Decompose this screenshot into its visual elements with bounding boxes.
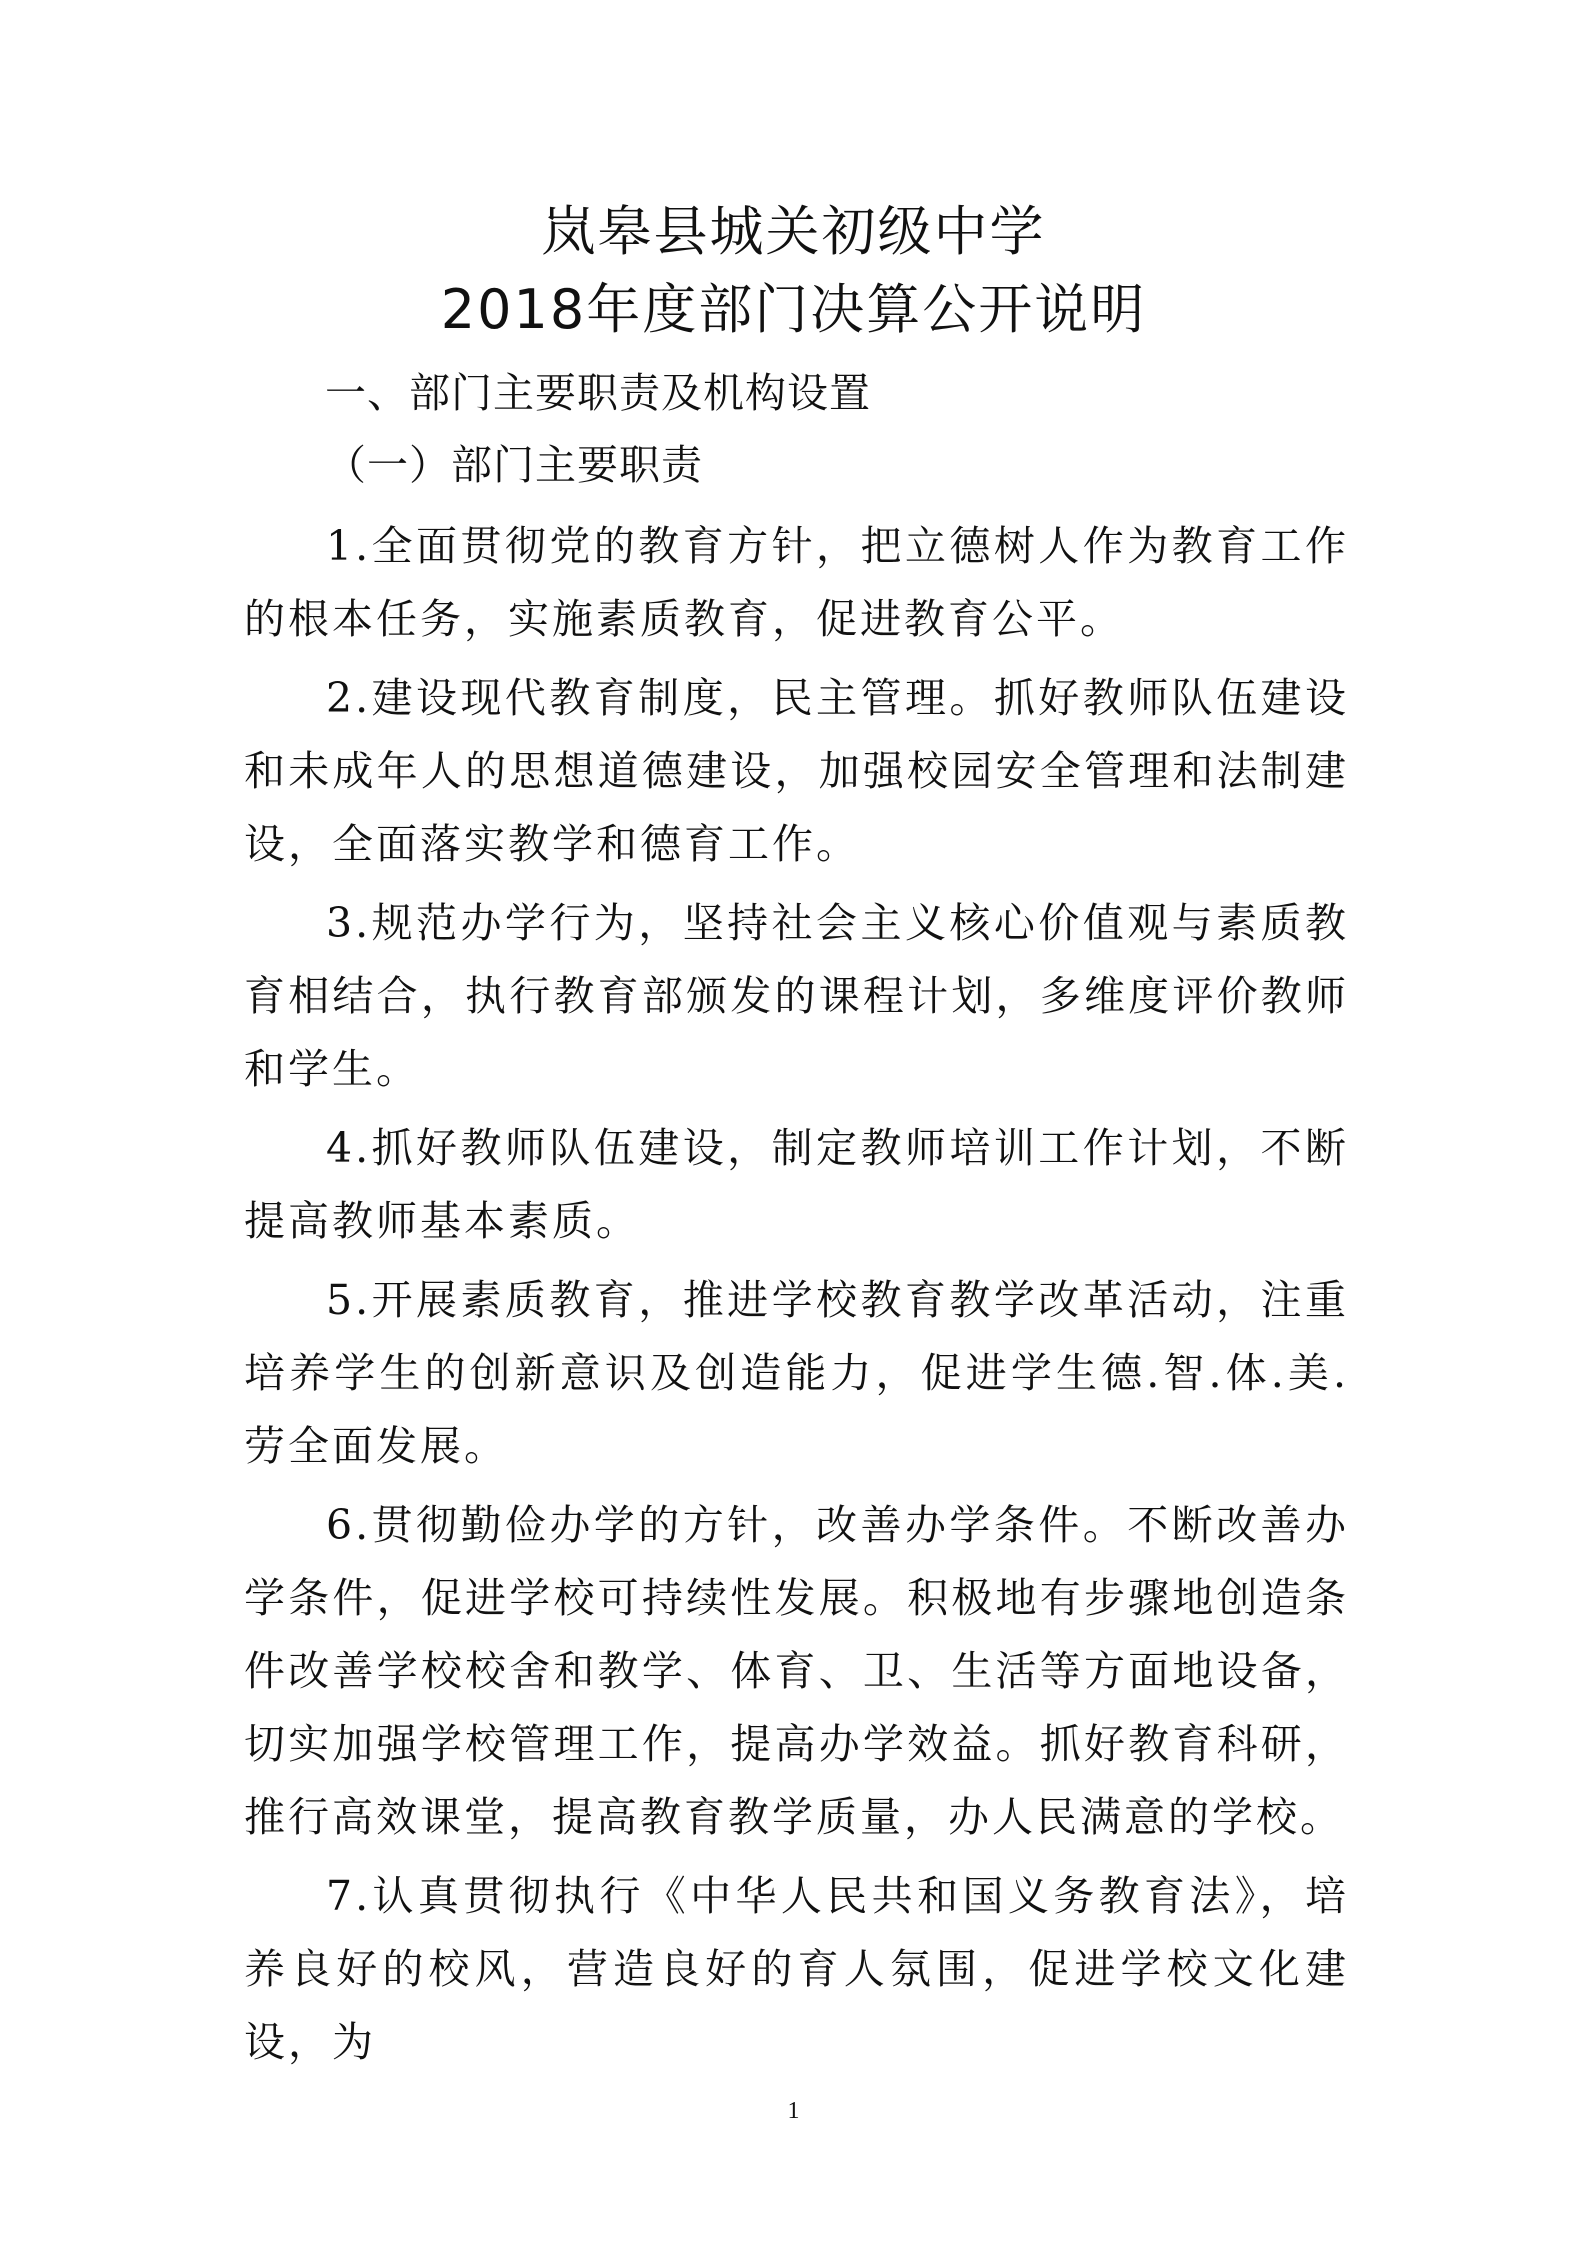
body-text (244, 510, 1349, 2085)
duty-paragraph-7: 7.认真贯彻执行《中华人民共和国义务教育法》，培养良好的校风，营造良好的育人氛围，促进学校文化建设，为 (244, 1872, 1349, 2066)
duty-paragraph-2: 2.建设现代教育制度，民主管理。抓好教师队伍建设和未成年人的思想道德建设，加强校园安全管理和法制建设，全面落实教学和德育工作。 (244, 674, 1349, 868)
page-number: 1 (787, 2098, 800, 2124)
document-title-report: 2018年度部门决算公开说明 (440, 278, 1147, 341)
duty-paragraph-3: 3.规范办学行为，坚持社会主义核心价值观与素质教育相结合，执行教育部颁发的课程计划，多维度评价教师和学生。 (244, 899, 1349, 1093)
duty-paragraph-5: 5.开展素质教育，推进学校教育教学改革活动，注重培养学生的创新意识及创造能力，促进学生德.智.体.美.劳全面发展。 (244, 1276, 1349, 1470)
document-title-school: 岚皋县城关初级中学 (541, 200, 1046, 263)
duty-paragraph-1: 1.全面贯彻党的教育方针，把立德树人作为教育工作的根本任务，实施素质教育，促进教育公平。 (244, 522, 1349, 643)
duty-paragraph-6: 6.贯彻勤俭办学的方针，改善办学条件。不断改善办学条件，促进学校可持续性发展。积极地有步骤地创造条件改善学校校舍和教学、体育、卫、生活等方面地设备，切实加强学校管理工作，提高办学效益。抓好教育科研，推行高效课堂，提高教育教学质量，办人民满意的学校。 (244, 1501, 1349, 1841)
section-heading: 一、部门主要职责及机构设置 (325, 369, 871, 417)
subsection-heading: （一）部门主要职责 (325, 441, 703, 489)
duty-paragraph-4: 4.抓好教师队伍建设，制定教师培训工作计划，不断提高教师基本素质。 (244, 1124, 1349, 1245)
